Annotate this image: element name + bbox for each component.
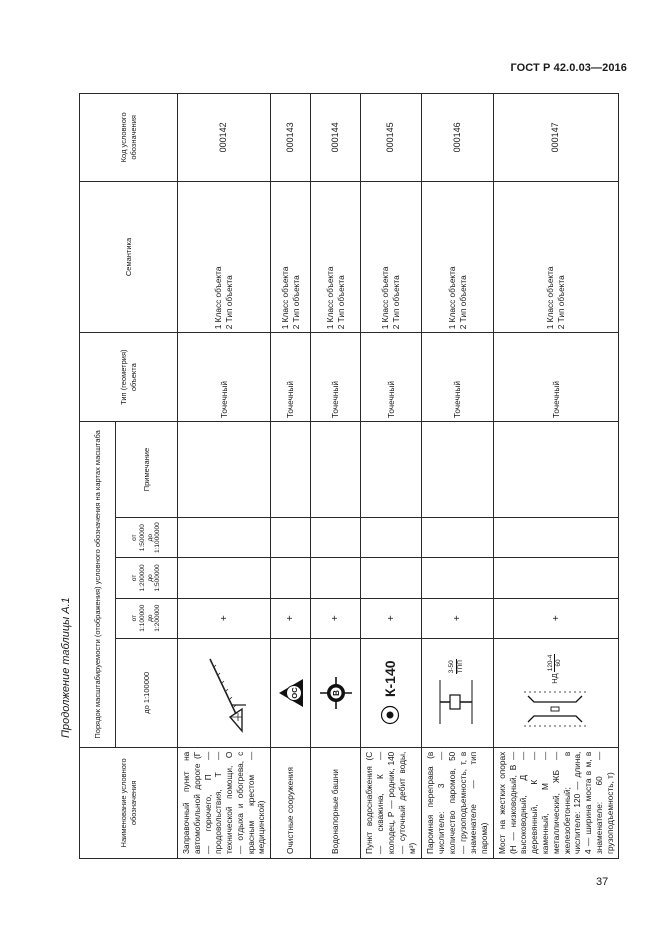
cell-name: Водонапорные башни [311, 747, 361, 858]
cell-semantics [493, 181, 619, 333]
cell-scale-4 [493, 518, 619, 558]
cell-scale-3 [361, 558, 422, 598]
header-scale-3: от 1:200000 до 1:500000 [116, 558, 178, 598]
cell-geometry: Точечный [311, 333, 361, 422]
table-row [493, 94, 619, 859]
cell-geometry: Точечный [493, 333, 619, 422]
cell-semantics [271, 181, 311, 333]
symbol-label: В [331, 689, 341, 696]
cell-scale-2: + [271, 598, 311, 638]
semantics-line-2: 2 Тип объекта [224, 275, 235, 330]
fuel-station-symbol [198, 651, 250, 735]
cell-geometry: Точечный [178, 333, 271, 422]
cell-scale-2: + [361, 598, 422, 638]
cell-note [422, 422, 494, 518]
cell-name: Заправочный пункт на автомобильной дороге (Г — горючего, П — продовольствия, Т — технической помощи, О — отдыха и обогрева, с красным крестом — медицинской) [178, 747, 271, 858]
cell-scale-2: + [178, 598, 271, 638]
cell-scale-2: + [493, 598, 619, 638]
cell-code: 000142 [178, 94, 271, 182]
cell-scale-2: + [311, 598, 361, 638]
header-scale-4: от 1:500000 до 1:1000000 [116, 518, 178, 558]
cell-scale-3 [271, 558, 311, 598]
cell-name: Мост на жестких опорах (Н — низководный, В — высоководный, Д — деревянный, К — каменный, М — металлический, ЖБ — железобетонный; в числителе: 120 — длина, 4 — ширина моста в м, в знаменателе: 60 — грузоподъемность, т) [493, 747, 619, 858]
cell-scale-4 [178, 518, 271, 558]
cell-name: Паромная переправа (в числителе: 3 — количество паромов, 50 — грузоподъемность, т, в знаменателе — тип парома) [422, 747, 494, 858]
table-row [361, 94, 422, 859]
semantics-line-2: 2 Тип объекта [556, 275, 567, 330]
cell-note [311, 422, 361, 518]
semantics-line-2: 2 Тип объекта [391, 275, 402, 330]
cell-code: 000147 [493, 94, 619, 182]
water-supply-symbol [380, 705, 400, 725]
header-geometry: Тип (геометрия) объекта [80, 333, 178, 422]
table-row [178, 94, 271, 859]
cell-symbol [493, 638, 619, 747]
cell-scale-2: + [422, 598, 494, 638]
cell-geometry: Точечный [422, 333, 494, 422]
cell-semantics [361, 181, 422, 333]
semantics-line-1: 1 Класс объекта [446, 266, 457, 330]
cell-note [361, 422, 422, 518]
symbol-label: ОС [289, 687, 299, 699]
cell-geometry: Точечный [361, 333, 422, 422]
semantics-line-2: 2 Тип объекта [290, 275, 301, 330]
table-row [271, 94, 311, 859]
header-semantics: Семантика [80, 181, 178, 333]
standard-number: ГОСТ Р 42.0.03—2016 [510, 62, 627, 74]
header-note: Примечание [116, 422, 178, 518]
cell-symbol [361, 638, 422, 747]
semantics-line-1: 1 Класс объекта [545, 266, 556, 330]
cell-scale-3 [422, 558, 494, 598]
cell-semantics [311, 181, 361, 333]
cell-note [178, 422, 271, 518]
cell-scale-3 [493, 558, 619, 598]
cell-note [271, 422, 311, 518]
cell-scale-3 [178, 558, 271, 598]
page-number: 37 [596, 876, 609, 888]
symbol-prefix: НД [549, 673, 559, 684]
header-scale-1: до 1:100000 [116, 638, 178, 747]
semantics-line-1: 1 Класс объекта [279, 266, 290, 330]
cell-scale-3 [311, 558, 361, 598]
cell-name: Пункт водоснабжения (С — скважина, К — колодец, Р — родник, 140 — суточный дебит воды, м³) [361, 747, 422, 858]
cell-symbol [311, 638, 361, 747]
table-row [422, 94, 494, 859]
semantics-line-2: 2 Тип объекта [335, 275, 346, 330]
symbol-numerator: 120-4 [547, 654, 555, 672]
cell-scale-4 [422, 518, 494, 558]
cell-scale-4 [311, 518, 361, 558]
semantics-line-1: 1 Класс объекта [380, 266, 391, 330]
symbols-table [79, 93, 619, 859]
rigid-bridge-symbol [520, 686, 590, 732]
semantics-line-1: 1 Класс объекта [324, 266, 335, 330]
cell-symbol [422, 638, 494, 747]
header-code: Код условного обозначения [80, 94, 178, 182]
cell-code: 000144 [311, 94, 361, 182]
cell-semantics [178, 181, 271, 333]
cell-scale-4 [271, 518, 311, 558]
semantics-line-2: 2 Тип объекта [457, 275, 468, 330]
cell-name: Очистные сооружения [271, 747, 311, 858]
cell-note [493, 422, 619, 518]
table-caption: Продолжение таблицы А.1 [60, 597, 72, 738]
symbol-denominator: 60 [555, 659, 563, 667]
symbol-label: К-140 [381, 660, 398, 698]
cell-geometry: Точечный [271, 333, 311, 422]
cell-symbol [178, 638, 271, 747]
cell-code: 000145 [361, 94, 422, 182]
treatment-plant-symbol [277, 677, 305, 709]
water-tower-symbol [319, 676, 353, 710]
symbol-numerator: 3-50 [448, 660, 456, 674]
table-row [311, 94, 361, 859]
cell-semantics [422, 181, 494, 333]
ferry-crossing-symbol [436, 678, 476, 726]
header-name: Наименование условного обозначения [80, 747, 178, 858]
cell-code: 000143 [271, 94, 311, 182]
symbol-denominator: ТПП [456, 660, 464, 674]
header-scale-2: от 1:100000 до 1:200000 [116, 598, 178, 638]
cell-symbol [271, 638, 311, 747]
rotated-table-container [79, 93, 615, 859]
header-order-group: Порядок масштабируемости (отображения) условного обозначения на картах масштаба [80, 422, 116, 748]
semantics-line-1: 1 Класс объекта [213, 266, 224, 330]
cell-code: 000146 [422, 94, 494, 182]
cell-scale-4 [361, 518, 422, 558]
